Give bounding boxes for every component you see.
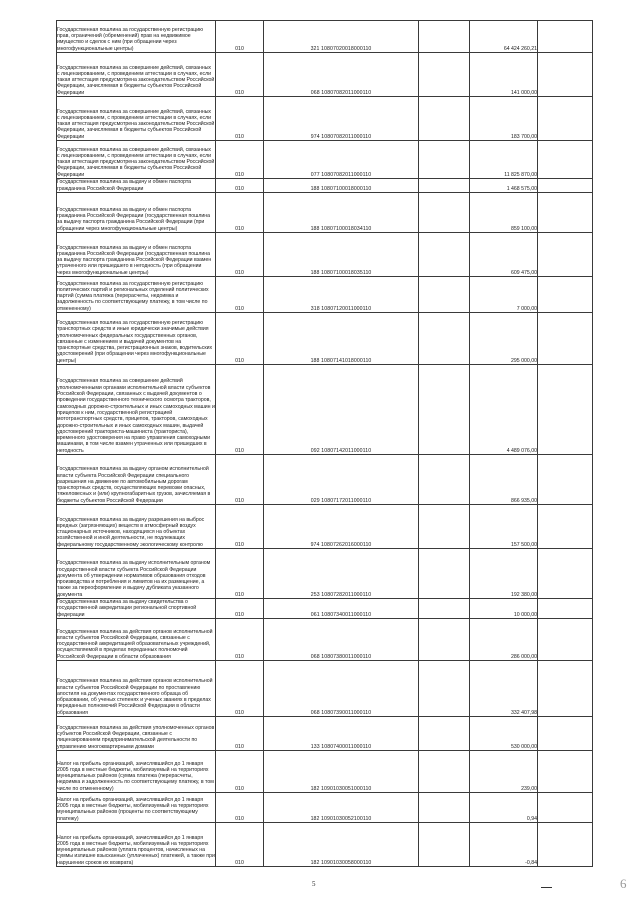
row-code: 010 bbox=[216, 599, 264, 619]
row-name: Государственная пошлина за совершение действий, связанных с лицензированием, с проведением аттестации в случаях, если такая аттестация предусмотрена законодательством Российской Федерации, зачисляемая в бюджеты субъектов Российской Федерации bbox=[57, 53, 216, 97]
table-row bbox=[57, 53, 593, 97]
row-empty-cell bbox=[419, 233, 470, 277]
table-row bbox=[57, 455, 593, 505]
table-row bbox=[57, 505, 593, 549]
row-kbk: 068 10807390011000110 bbox=[264, 661, 419, 717]
row-kbk: 133 10807400011000110 bbox=[264, 717, 419, 751]
row-code: 010 bbox=[216, 661, 264, 717]
row-empty-cell bbox=[538, 313, 593, 365]
row-sum: 1 468 575,00 bbox=[470, 179, 538, 193]
row-sum: 157 500,00 bbox=[470, 505, 538, 549]
row-sum: 530 000,00 bbox=[470, 717, 538, 751]
row-sum: 609 475,00 bbox=[470, 233, 538, 277]
row-name: Налог на прибыль организаций, зачислявшийся до 1 января 2005 года в местные бюджеты, мобилизуемый на территориях муниципальных районов (уплата процентов, начисленных на суммы излишне взысканных (уплаченных) платежей, а также при нарушении сроков их возврата) bbox=[57, 823, 216, 867]
row-kbk: 188 10807100018034110 bbox=[264, 193, 419, 233]
row-code: 010 bbox=[216, 717, 264, 751]
page-number: 5 bbox=[312, 880, 316, 888]
row-name: Государственная пошлина за совершение действий уполномоченными органами исполнительной власти субъектов Российской Федерации, связанных с выдачей документов о проведении государственного технического осмотра тракторов, самоходных дорожно-строительных и иных самоходных машин и прицепов к ним, государственной регистрацией мототранспортных средств, прицепов, тракторов, самоходных дорожно-строительных и иных самоходных машин, выдачей удостоверений тракториста-машиниста (тракториста), временного удостоверения на право управления самоходными машинами, в том числе взамен утраченных или пришедших в негодность bbox=[57, 365, 216, 455]
row-code: 010 bbox=[216, 549, 264, 599]
row-empty-cell bbox=[419, 751, 470, 793]
table-row bbox=[57, 661, 593, 717]
row-sum: 0,94 bbox=[470, 793, 538, 823]
row-empty-cell bbox=[538, 179, 593, 193]
row-empty-cell bbox=[419, 179, 470, 193]
row-empty-cell bbox=[419, 277, 470, 313]
row-empty-cell bbox=[419, 619, 470, 661]
row-sum: 332 407,98 bbox=[470, 661, 538, 717]
row-name: Налог на прибыль организаций, зачислявшийся до 1 января 2005 года в местные бюджеты, мобилизуемый на территориях муниципальных районов (сумма платежа (перерасчеты, недоимка и задолженность по соответствующему платежу, в том числе по отмененному) bbox=[57, 751, 216, 793]
revenue-table bbox=[56, 20, 593, 867]
row-kbk: 974 10807262016000110 bbox=[264, 505, 419, 549]
row-empty-cell bbox=[538, 21, 593, 53]
row-name: Государственная пошлина за выдачу органом исполнительной власти субъекта Российской Федерации специального разрешения на движение по автомобильным дорогам транспортных средств, осуществляющих перевозки опасных, тяжеловесных и (или) крупногабаритных грузов, зачисляемая в бюджеты субъектов Российской Федерации bbox=[57, 455, 216, 505]
table-row bbox=[57, 193, 593, 233]
row-code: 010 bbox=[216, 793, 264, 823]
row-empty-cell bbox=[419, 793, 470, 823]
row-name: Государственная пошлина за выдачу и обмен паспорта гражданина Российской Федерации (государственная пошлина за выдачу паспорта гражданина Российской Федерации взамен утраченного или пришедшего в негодность (при обращении через многофункциональные центры) bbox=[57, 233, 216, 277]
row-kbk: 188 10807100018000110 bbox=[264, 179, 419, 193]
row-code: 010 bbox=[216, 53, 264, 97]
row-empty-cell bbox=[538, 599, 593, 619]
row-code: 010 bbox=[216, 455, 264, 505]
row-name: Государственная пошлина за государственную регистрацию прав, ограничений (обременений) прав на недвижимое имущество и сделок с ним (при обращении через многофункциональные центры) bbox=[57, 21, 216, 53]
row-kbk: 188 10807100018035110 bbox=[264, 233, 419, 277]
table-row bbox=[57, 141, 593, 179]
row-empty-cell bbox=[538, 365, 593, 455]
row-sum: 859 100,00 bbox=[470, 193, 538, 233]
row-code: 010 bbox=[216, 823, 264, 867]
row-empty-cell bbox=[419, 599, 470, 619]
row-empty-cell bbox=[538, 277, 593, 313]
row-sum: 239,00 bbox=[470, 751, 538, 793]
row-empty-cell bbox=[419, 53, 470, 97]
table-row bbox=[57, 823, 593, 867]
row-code: 010 bbox=[216, 505, 264, 549]
row-sum: 7 000,00 bbox=[470, 277, 538, 313]
row-name: Государственная пошлина за выдачу свидетельства о государственной аккредитации региональной спортивной федерации bbox=[57, 599, 216, 619]
row-kbk: 182 10901030052100110 bbox=[264, 793, 419, 823]
row-code: 010 bbox=[216, 751, 264, 793]
corner-mark: 6 bbox=[620, 876, 627, 891]
row-name: Государственная пошлина за совершение действий, связанных с лицензированием, с проведением аттестации в случаях, если такая аттестация предусмотрена законодательством Российской Федерации, зачисляемая в бюджеты субъектов Российской Федерации bbox=[57, 141, 216, 179]
row-code: 010 bbox=[216, 179, 264, 193]
row-empty-cell bbox=[538, 661, 593, 717]
row-name: Государственная пошлина за выдачу разрешения на выброс вредных (загрязняющих) веществ в атмосферный воздух стационарных источников, находящихся на объектах хозяйственной и иной деятельности, не подлежащих федеральному государственному экологическому контролю bbox=[57, 505, 216, 549]
row-kbk: 068 10807082011000110 bbox=[264, 53, 419, 97]
row-sum: 183 700,00 bbox=[470, 97, 538, 141]
row-kbk: 253 10807282011000110 bbox=[264, 549, 419, 599]
row-empty-cell bbox=[419, 365, 470, 455]
table-row bbox=[57, 619, 593, 661]
row-sum: 141 000,00 bbox=[470, 53, 538, 97]
row-empty-cell bbox=[419, 193, 470, 233]
row-kbk: 068 10807380011000110 bbox=[264, 619, 419, 661]
row-name: Государственная пошлина за действия органов исполнительной власти субъектов Российской Федерации, связанные с государственной аккредитацией образовательных учреждений, осуществляемой в пределах переданных полномочий Российской Федерации в области образования bbox=[57, 619, 216, 661]
row-sum: 295 000,00 bbox=[470, 313, 538, 365]
row-code: 010 bbox=[216, 277, 264, 313]
row-empty-cell bbox=[538, 141, 593, 179]
row-name: Государственная пошлина за совершение действий, связанных с лицензированием, с проведением аттестации в случаях, если такая аттестация предусмотрена законодательством Российской Федерации, зачисляемая в бюджеты субъектов Российской Федерации bbox=[57, 97, 216, 141]
row-code: 010 bbox=[216, 141, 264, 179]
row-kbk: 077 10807082011000110 bbox=[264, 141, 419, 179]
row-empty-cell bbox=[419, 21, 470, 53]
row-sum: 192 380,00 bbox=[470, 549, 538, 599]
row-empty-cell bbox=[538, 717, 593, 751]
row-empty-cell bbox=[419, 823, 470, 867]
row-sum: 10 000,00 bbox=[470, 599, 538, 619]
row-kbk: 029 10807172011000110 bbox=[264, 455, 419, 505]
table-row bbox=[57, 21, 593, 53]
row-name: Государственная пошлина за действия органов исполнительной власти субъектов Российской Федерации по проставлению апостиля на документах государственного образца об образовании, об ученых степенях и ученых званиях в пределах переданных полномочий Российской Федерации в области образования bbox=[57, 661, 216, 717]
row-sum: 11 825 870,00 bbox=[470, 141, 538, 179]
row-empty-cell bbox=[538, 823, 593, 867]
row-empty-cell bbox=[419, 549, 470, 599]
row-kbk: 092 10807142011000110 bbox=[264, 365, 419, 455]
row-kbk: 182 10901030058000110 bbox=[264, 823, 419, 867]
row-code: 010 bbox=[216, 619, 264, 661]
row-name: Государственная пошлина за выдачу и обмен паспорта гражданина Российской Федерации bbox=[57, 179, 216, 193]
row-code: 010 bbox=[216, 193, 264, 233]
row-code: 010 bbox=[216, 21, 264, 53]
row-empty-cell bbox=[538, 233, 593, 277]
table-row bbox=[57, 751, 593, 793]
revenue-table-body bbox=[57, 21, 593, 867]
row-empty-cell bbox=[538, 193, 593, 233]
row-code: 010 bbox=[216, 233, 264, 277]
row-name: Государственная пошлина за выдачу и обмен паспорта гражданина Российской Федерации (государственная пошлина за выдачу паспорта гражданина Российской Федерации (при обращении через многофункциональные центры) bbox=[57, 193, 216, 233]
row-kbk: 061 10807340011000110 bbox=[264, 599, 419, 619]
row-empty-cell bbox=[538, 549, 593, 599]
row-empty-cell bbox=[538, 619, 593, 661]
row-sum: -0,84 bbox=[470, 823, 538, 867]
row-empty-cell bbox=[419, 661, 470, 717]
row-empty-cell bbox=[419, 455, 470, 505]
row-name: Государственная пошлина за выдачу исполнительным органом государственной власти субъекта Российской Федерации документа об утверждении нормативов образования отходов производства и потребления и лимитов на их размещение, а также за переоформление и выдачу дубликата указанного документа bbox=[57, 549, 216, 599]
row-empty-cell bbox=[419, 505, 470, 549]
row-empty-cell bbox=[419, 717, 470, 751]
table-row bbox=[57, 277, 593, 313]
margin-dash-mark bbox=[541, 887, 552, 888]
row-kbk: 182 10901030051000110 bbox=[264, 751, 419, 793]
row-code: 010 bbox=[216, 313, 264, 365]
row-name: Государственная пошлина за действия уполномоченных органов субъектов Российской Федерации, связанные с лицензированием предпринимательской деятельности по управлению многоквартирными домами bbox=[57, 717, 216, 751]
table-row bbox=[57, 549, 593, 599]
row-kbk: 321 10807020018000110 bbox=[264, 21, 419, 53]
table-row bbox=[57, 793, 593, 823]
row-sum: 64 424 260,21 bbox=[470, 21, 538, 53]
row-kbk: 188 10807141018000110 bbox=[264, 313, 419, 365]
row-empty-cell bbox=[538, 53, 593, 97]
row-empty-cell bbox=[538, 751, 593, 793]
row-empty-cell bbox=[538, 455, 593, 505]
row-code: 010 bbox=[216, 365, 264, 455]
row-name: Государственная пошлина за государственную регистрацию транспортных средств и иные юридически значимые действия уполномоченных федеральных государственных органов, связанные с изменением и выдачей документов на транспортные средства, регистрационных знаков, водительских удостоверений (при обращении через многофункциональные центры) bbox=[57, 313, 216, 365]
row-empty-cell bbox=[419, 141, 470, 179]
row-name: Государственная пошлина за государственную регистрацию политических партий и региональных отделений политических партий (сумма платежа (перерасчеты, недоимка и задолженность по соответствующему платежу, в том числе по отмененному) bbox=[57, 277, 216, 313]
table-row bbox=[57, 599, 593, 619]
row-sum: 286 000,00 bbox=[470, 619, 538, 661]
table-row bbox=[57, 313, 593, 365]
row-code: 010 bbox=[216, 97, 264, 141]
row-kbk: 974 10807082011000110 bbox=[264, 97, 419, 141]
row-name: Налог на прибыль организаций, зачислявшийся до 1 января 2005 года в местные бюджеты, мобилизуемый на территориях муниципальных районов (проценты по соответствующему платежу) bbox=[57, 793, 216, 823]
table-row bbox=[57, 365, 593, 455]
row-empty-cell bbox=[419, 97, 470, 141]
row-empty-cell bbox=[538, 793, 593, 823]
row-sum: 4 489 076,00 bbox=[470, 365, 538, 455]
row-empty-cell bbox=[538, 505, 593, 549]
table-row bbox=[57, 233, 593, 277]
row-sum: 866 935,00 bbox=[470, 455, 538, 505]
row-kbk: 318 10807120011000110 bbox=[264, 277, 419, 313]
row-empty-cell bbox=[538, 97, 593, 141]
table-row bbox=[57, 179, 593, 193]
table-row bbox=[57, 97, 593, 141]
table-row bbox=[57, 717, 593, 751]
row-empty-cell bbox=[419, 313, 470, 365]
